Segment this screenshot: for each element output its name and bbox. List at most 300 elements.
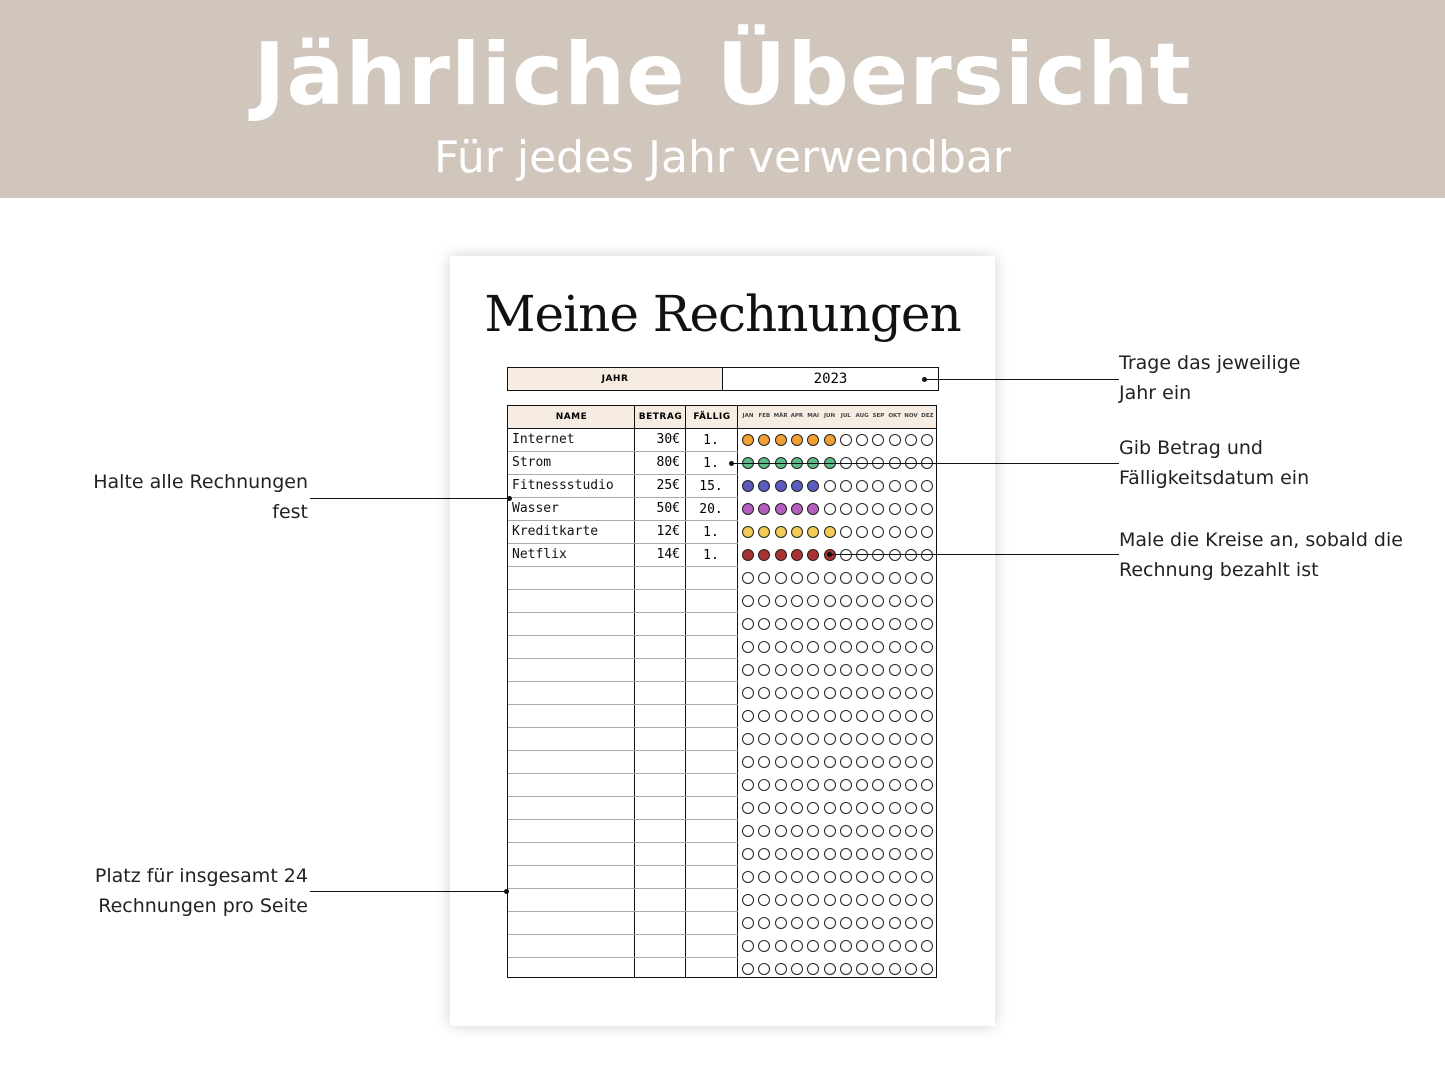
payment-circle[interactable] [921, 871, 933, 883]
payment-circle[interactable] [775, 595, 787, 607]
payment-circle[interactable] [856, 503, 868, 515]
payment-circle[interactable] [758, 664, 770, 676]
payment-circle[interactable] [824, 618, 836, 630]
payment-circle[interactable] [856, 779, 868, 791]
payment-circle[interactable] [775, 641, 787, 653]
payment-circle[interactable] [824, 710, 836, 722]
payment-circle[interactable] [905, 871, 917, 883]
payment-circle[interactable] [889, 894, 901, 906]
payment-circle[interactable] [775, 503, 787, 515]
payment-circle[interactable] [824, 802, 836, 814]
payment-circle[interactable] [872, 871, 884, 883]
payment-circle[interactable] [775, 618, 787, 630]
payment-circle[interactable] [742, 595, 754, 607]
payment-circle[interactable] [856, 733, 868, 745]
payment-circle[interactable] [758, 526, 770, 538]
payment-circle[interactable] [742, 756, 754, 768]
payment-circle[interactable] [905, 526, 917, 538]
payment-circle[interactable] [807, 756, 819, 768]
payment-circle[interactable] [758, 756, 770, 768]
payment-circle[interactable] [840, 871, 852, 883]
payment-circle[interactable] [872, 825, 884, 837]
bill-due[interactable]: 1. [703, 548, 719, 563]
payment-circle[interactable] [775, 687, 787, 699]
payment-circle[interactable] [807, 480, 819, 492]
payment-circle[interactable] [921, 710, 933, 722]
payment-circle[interactable] [856, 618, 868, 630]
payment-circle[interactable] [889, 503, 901, 515]
year-value[interactable]: 2023 [813, 371, 848, 387]
payment-circle[interactable] [840, 572, 852, 584]
payment-circle[interactable] [742, 618, 754, 630]
payment-circle[interactable] [807, 802, 819, 814]
payment-circle[interactable] [905, 641, 917, 653]
payment-circle[interactable] [905, 917, 917, 929]
payment-circle[interactable] [856, 526, 868, 538]
payment-circle[interactable] [758, 894, 770, 906]
payment-circle[interactable] [840, 894, 852, 906]
payment-circle[interactable] [889, 756, 901, 768]
payment-circle[interactable] [775, 917, 787, 929]
payment-circle[interactable] [742, 848, 754, 860]
payment-circle[interactable] [791, 503, 803, 515]
bill-name[interactable]: Fitnessstudio [512, 478, 614, 493]
payment-circle[interactable] [905, 618, 917, 630]
payment-circle[interactable] [889, 664, 901, 676]
payment-circle[interactable] [807, 503, 819, 515]
payment-circle[interactable] [856, 871, 868, 883]
payment-circle[interactable] [840, 618, 852, 630]
payment-circle[interactable] [921, 894, 933, 906]
payment-circle[interactable] [840, 549, 852, 561]
payment-circle[interactable] [742, 871, 754, 883]
payment-circle[interactable] [840, 963, 852, 975]
bill-name[interactable]: Wasser [512, 501, 559, 516]
payment-circle[interactable] [758, 779, 770, 791]
payment-circle[interactable] [889, 710, 901, 722]
payment-circle[interactable] [824, 779, 836, 791]
payment-circle[interactable] [889, 641, 901, 653]
payment-circle[interactable] [791, 779, 803, 791]
payment-circle[interactable] [872, 894, 884, 906]
payment-circle[interactable] [775, 940, 787, 952]
payment-circle[interactable] [840, 526, 852, 538]
month-header: APR [790, 413, 804, 419]
bill-name[interactable]: Internet [512, 432, 575, 447]
payment-circle[interactable] [905, 549, 917, 561]
payment-circle[interactable] [791, 595, 803, 607]
bill-amount[interactable]: 14€ [656, 547, 680, 562]
payment-circle[interactable] [791, 710, 803, 722]
payment-circle[interactable] [742, 503, 754, 515]
payment-circle[interactable] [905, 480, 917, 492]
payment-circle[interactable] [921, 503, 933, 515]
payment-circle[interactable] [775, 779, 787, 791]
payment-circle[interactable] [824, 664, 836, 676]
payment-circle[interactable] [758, 802, 770, 814]
payment-circles [740, 917, 938, 931]
payment-circle[interactable] [921, 825, 933, 837]
payment-circle[interactable] [742, 733, 754, 745]
payment-circle[interactable] [856, 756, 868, 768]
payment-circle[interactable] [889, 848, 901, 860]
payment-circle[interactable] [889, 917, 901, 929]
payment-circle[interactable] [905, 894, 917, 906]
payment-circle[interactable] [775, 526, 787, 538]
payment-circle[interactable] [824, 848, 836, 860]
payment-circle[interactable] [921, 549, 933, 561]
payment-circle[interactable] [807, 687, 819, 699]
payment-circle[interactable] [742, 549, 754, 561]
payment-circle[interactable] [824, 894, 836, 906]
payment-circle[interactable] [905, 733, 917, 745]
payment-circle[interactable] [824, 526, 836, 538]
payment-circle[interactable] [905, 434, 917, 446]
payment-circle[interactable] [807, 871, 819, 883]
payment-circle[interactable] [856, 664, 868, 676]
payment-circle[interactable] [856, 687, 868, 699]
banner-subtitle: Für jedes Jahr verwendbar [433, 132, 1012, 183]
payment-circle[interactable] [889, 572, 901, 584]
bill-amount[interactable]: 30€ [656, 432, 680, 447]
payment-circle[interactable] [921, 733, 933, 745]
payment-circle[interactable] [921, 526, 933, 538]
payment-circle[interactable] [921, 848, 933, 860]
payment-circle[interactable] [856, 480, 868, 492]
payment-circle[interactable] [807, 963, 819, 975]
payment-circle[interactable] [807, 710, 819, 722]
payment-circle[interactable] [840, 434, 852, 446]
payment-circle[interactable] [840, 779, 852, 791]
payment-circle[interactable] [758, 710, 770, 722]
payment-circle[interactable] [775, 802, 787, 814]
payment-circle[interactable] [824, 480, 836, 492]
payment-circle[interactable] [791, 917, 803, 929]
payment-circle[interactable] [742, 710, 754, 722]
bill-name[interactable]: Netflix [512, 547, 567, 562]
payment-circle[interactable] [742, 894, 754, 906]
payment-circle[interactable] [856, 549, 868, 561]
payment-circle[interactable] [905, 687, 917, 699]
payment-circle[interactable] [807, 779, 819, 791]
payment-circle[interactable] [791, 825, 803, 837]
payment-circle[interactable] [840, 687, 852, 699]
payment-circle[interactable] [840, 664, 852, 676]
payment-circle[interactable] [872, 641, 884, 653]
payment-circle[interactable] [889, 940, 901, 952]
payment-circle[interactable] [921, 572, 933, 584]
payment-circle[interactable] [856, 940, 868, 952]
payment-circle[interactable] [791, 664, 803, 676]
payment-circle[interactable] [889, 802, 901, 814]
payment-circle[interactable] [742, 963, 754, 975]
bill-due[interactable]: 1. [703, 456, 719, 471]
payment-circle[interactable] [758, 618, 770, 630]
payment-circle[interactable] [905, 802, 917, 814]
payment-circle[interactable] [807, 940, 819, 952]
payment-circle[interactable] [775, 733, 787, 745]
payment-circle[interactable] [905, 756, 917, 768]
payment-circle[interactable] [758, 503, 770, 515]
payment-circle[interactable] [840, 756, 852, 768]
payment-circle[interactable] [905, 825, 917, 837]
payment-circle[interactable] [824, 825, 836, 837]
payment-circle[interactable] [758, 917, 770, 929]
payment-circle[interactable] [807, 549, 819, 561]
payment-circle[interactable] [742, 779, 754, 791]
payment-circle[interactable] [921, 641, 933, 653]
payment-circle[interactable] [905, 572, 917, 584]
payment-circle[interactable] [872, 595, 884, 607]
payment-circle[interactable] [872, 963, 884, 975]
payment-circle[interactable] [856, 848, 868, 860]
payment-circle[interactable] [775, 848, 787, 860]
payment-circle[interactable] [921, 756, 933, 768]
payment-circle[interactable] [824, 963, 836, 975]
payment-circle[interactable] [775, 549, 787, 561]
payment-circle[interactable] [872, 664, 884, 676]
payment-circle[interactable] [921, 917, 933, 929]
payment-circle[interactable] [807, 595, 819, 607]
payment-circle[interactable] [807, 664, 819, 676]
payment-circle[interactable] [889, 687, 901, 699]
payment-circle[interactable] [872, 802, 884, 814]
payment-circle[interactable] [807, 641, 819, 653]
payment-circle[interactable] [758, 480, 770, 492]
bill-due[interactable]: 20. [699, 502, 723, 517]
payment-circle[interactable] [791, 802, 803, 814]
payment-circle[interactable] [758, 549, 770, 561]
payment-circle[interactable] [856, 963, 868, 975]
payment-circle[interactable] [807, 572, 819, 584]
payment-circle[interactable] [856, 595, 868, 607]
payment-circle[interactable] [905, 503, 917, 515]
payment-circle[interactable] [872, 434, 884, 446]
payment-circle[interactable] [840, 825, 852, 837]
payment-circle[interactable] [758, 572, 770, 584]
payment-circle[interactable] [889, 963, 901, 975]
payment-circle[interactable] [856, 572, 868, 584]
payment-circle[interactable] [872, 503, 884, 515]
payment-circle[interactable] [742, 825, 754, 837]
payment-circle[interactable] [791, 963, 803, 975]
payment-circle[interactable] [872, 710, 884, 722]
payment-circle[interactable] [921, 940, 933, 952]
payment-circle[interactable] [889, 825, 901, 837]
payment-circle[interactable] [921, 687, 933, 699]
payment-circle[interactable] [824, 756, 836, 768]
payment-circle[interactable] [742, 572, 754, 584]
payment-circle[interactable] [791, 480, 803, 492]
payment-circle[interactable] [742, 480, 754, 492]
payment-circle[interactable] [921, 480, 933, 492]
payment-circle[interactable] [807, 894, 819, 906]
leader-dot [729, 461, 734, 466]
payment-circle[interactable] [791, 848, 803, 860]
payment-circle[interactable] [824, 595, 836, 607]
payment-circle[interactable] [775, 480, 787, 492]
bill-name[interactable]: Strom [512, 455, 552, 470]
payment-circle[interactable] [856, 894, 868, 906]
payment-circle[interactable] [889, 549, 901, 561]
payment-circle[interactable] [905, 940, 917, 952]
payment-circle[interactable] [791, 940, 803, 952]
payment-circle[interactable] [791, 434, 803, 446]
payment-circle[interactable] [742, 526, 754, 538]
payment-circle[interactable] [921, 618, 933, 630]
payment-circle[interactable] [807, 618, 819, 630]
payment-circle[interactable] [742, 434, 754, 446]
payment-circle[interactable] [856, 917, 868, 929]
payment-circle[interactable] [921, 779, 933, 791]
payment-circle[interactable] [791, 733, 803, 745]
payment-circle[interactable] [807, 825, 819, 837]
payment-circle[interactable] [872, 917, 884, 929]
payment-circle[interactable] [742, 802, 754, 814]
bill-amount[interactable]: 25€ [656, 478, 680, 493]
payment-circle[interactable] [758, 963, 770, 975]
payment-circle[interactable] [807, 434, 819, 446]
bill-due[interactable]: 1. [703, 525, 719, 540]
payment-circle[interactable] [872, 480, 884, 492]
payment-circle[interactable] [775, 756, 787, 768]
payment-circle[interactable] [758, 940, 770, 952]
header-amount: BETRAG [638, 412, 683, 422]
payment-circle[interactable] [872, 779, 884, 791]
payment-circle[interactable] [758, 595, 770, 607]
payment-circle[interactable] [840, 940, 852, 952]
payment-circle[interactable] [824, 917, 836, 929]
payment-circle[interactable] [889, 434, 901, 446]
payment-circle[interactable] [905, 664, 917, 676]
payment-circle[interactable] [742, 917, 754, 929]
payment-circle[interactable] [824, 572, 836, 584]
payment-circle[interactable] [840, 802, 852, 814]
payment-circle[interactable] [807, 917, 819, 929]
payment-circle[interactable] [872, 687, 884, 699]
payment-circle[interactable] [742, 940, 754, 952]
payment-circle[interactable] [775, 871, 787, 883]
payment-circle[interactable] [791, 549, 803, 561]
payment-circle[interactable] [758, 733, 770, 745]
payment-circle[interactable] [840, 595, 852, 607]
payment-circle[interactable] [742, 664, 754, 676]
payment-circle[interactable] [889, 779, 901, 791]
payment-circle[interactable] [758, 641, 770, 653]
payment-circle[interactable] [840, 641, 852, 653]
payment-circle[interactable] [840, 733, 852, 745]
payment-circle[interactable] [824, 687, 836, 699]
payment-circle[interactable] [791, 756, 803, 768]
payment-circle[interactable] [905, 595, 917, 607]
payment-circle[interactable] [889, 526, 901, 538]
bill-amount[interactable]: 80€ [656, 455, 680, 470]
payment-circle[interactable] [791, 894, 803, 906]
payment-circle[interactable] [889, 733, 901, 745]
payment-circle[interactable] [807, 733, 819, 745]
payment-circle[interactable] [921, 802, 933, 814]
payment-circle[interactable] [840, 848, 852, 860]
payment-circle[interactable] [775, 894, 787, 906]
payment-circle[interactable] [905, 848, 917, 860]
payment-circle[interactable] [872, 549, 884, 561]
payment-circle[interactable] [921, 664, 933, 676]
payment-circle[interactable] [856, 710, 868, 722]
payment-circle[interactable] [872, 618, 884, 630]
payment-circle[interactable] [840, 503, 852, 515]
payment-circle[interactable] [791, 526, 803, 538]
bill-amount[interactable]: 12€ [656, 524, 680, 539]
payment-circle[interactable] [840, 917, 852, 929]
payment-circle[interactable] [856, 825, 868, 837]
payment-circle[interactable] [921, 595, 933, 607]
payment-circle[interactable] [856, 802, 868, 814]
payment-circle[interactable] [824, 940, 836, 952]
payment-circle[interactable] [758, 848, 770, 860]
payment-circle[interactable] [791, 572, 803, 584]
payment-circle[interactable] [775, 825, 787, 837]
payment-circle[interactable] [872, 526, 884, 538]
payment-circle[interactable] [824, 871, 836, 883]
payment-circle[interactable] [807, 848, 819, 860]
payment-circle[interactable] [856, 434, 868, 446]
payment-circle[interactable] [824, 641, 836, 653]
payment-circle[interactable] [791, 618, 803, 630]
payment-circle[interactable] [889, 595, 901, 607]
payment-circle[interactable] [758, 434, 770, 446]
bill-due[interactable]: 1. [703, 433, 719, 448]
payment-circle[interactable] [742, 641, 754, 653]
payment-circle[interactable] [775, 963, 787, 975]
payment-circle[interactable] [824, 503, 836, 515]
payment-circle[interactable] [824, 434, 836, 446]
payment-circle[interactable] [905, 963, 917, 975]
payment-circle[interactable] [758, 687, 770, 699]
payment-circle[interactable] [921, 963, 933, 975]
payment-circle[interactable] [791, 641, 803, 653]
bill-amount[interactable]: 50€ [656, 501, 680, 516]
payment-circle[interactable] [872, 572, 884, 584]
payment-circle[interactable] [872, 756, 884, 768]
payment-circle[interactable] [889, 618, 901, 630]
payment-circle[interactable] [775, 434, 787, 446]
payment-circle[interactable] [824, 733, 836, 745]
payment-circle[interactable] [856, 641, 868, 653]
bill-due[interactable]: 15. [699, 479, 723, 494]
payment-circle[interactable] [758, 871, 770, 883]
payment-circle[interactable] [905, 779, 917, 791]
payment-circle[interactable] [791, 687, 803, 699]
payment-circle[interactable] [921, 434, 933, 446]
payment-circle[interactable] [775, 572, 787, 584]
payment-circle[interactable] [775, 710, 787, 722]
bill-name[interactable]: Kreditkarte [512, 524, 599, 539]
payment-circle[interactable] [758, 825, 770, 837]
payment-circle[interactable] [889, 480, 901, 492]
payment-circle[interactable] [807, 526, 819, 538]
payment-circle[interactable] [872, 848, 884, 860]
payment-circle[interactable] [791, 871, 803, 883]
payment-circles [740, 641, 938, 655]
payment-circle[interactable] [775, 664, 787, 676]
payment-circle[interactable] [889, 871, 901, 883]
payment-circle[interactable] [840, 710, 852, 722]
payment-circle[interactable] [872, 733, 884, 745]
payment-circle[interactable] [742, 687, 754, 699]
payment-circle[interactable] [872, 940, 884, 952]
payment-circle[interactable] [905, 710, 917, 722]
payment-circle[interactable] [840, 480, 852, 492]
